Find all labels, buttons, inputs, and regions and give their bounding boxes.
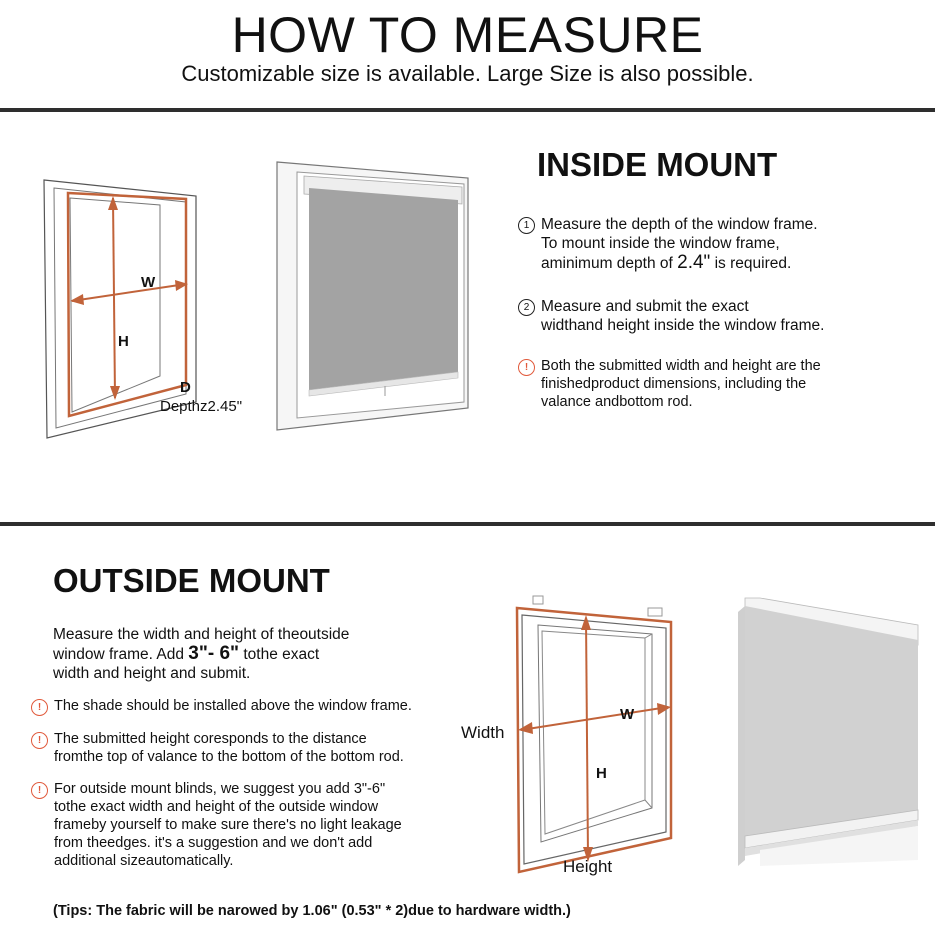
inside-h-label: H xyxy=(118,333,129,350)
inside-step-1-line-1: Measure the depth of the window frame. xyxy=(541,216,818,233)
outside-note-2-line-2: fromthe top of valance to the bottom of the bottom rod. xyxy=(54,749,404,765)
warning-circle-icon: ! xyxy=(31,782,48,799)
inside-d-label: D xyxy=(180,379,191,396)
outside-note-1-text: The shade should be installed above the window frame. xyxy=(54,698,412,714)
outside-note-3-line-1: For outside mount blinds, we suggest you add 3"-6" xyxy=(54,781,386,797)
inside-step-2-line-2: widthand height inside the window frame. xyxy=(541,317,825,334)
outside-note-2-line-1: The submitted height coresponds to the distance xyxy=(54,731,367,747)
inside-step-1-line-2: To mount inside the window frame, xyxy=(541,235,780,252)
warning-circle-icon: ! xyxy=(31,699,48,716)
numbered-circle-icon: 1 xyxy=(518,217,535,234)
inside-depth-label: Depthz2.45" xyxy=(160,398,243,415)
inside-note-line-1: Both the submitted width and height are the xyxy=(541,358,821,374)
outside-note-3-line-2: tothe exact width and height of the outside window xyxy=(54,799,379,815)
outside-h-label: H xyxy=(596,765,607,782)
outside-note-3-line-5: additional sizeautomatically. xyxy=(54,853,234,869)
numbered-circle-icon: 2 xyxy=(518,299,535,316)
warning-circle-icon: ! xyxy=(518,359,535,376)
add-range-value: 3"- 6" xyxy=(188,643,240,664)
inside-note-line-2: finishedproduct dimensions, including the xyxy=(541,376,807,392)
outside-note-3-line-3: frameby yourself to make sure there's no light leakage xyxy=(54,817,402,833)
footer-tip: (Tips: The fabric will be narowed by 1.06" (0.53" * 2)due to hardware width.) xyxy=(53,903,571,919)
inside-note-line-3: valance andbottom rod. xyxy=(541,394,693,410)
min-depth-value: 2.4" xyxy=(677,252,711,273)
outside-width-label: Width xyxy=(461,723,505,742)
outside-intro-line-1: Measure the width and height of theoutside xyxy=(53,626,350,643)
inside-w-label: W xyxy=(141,274,156,291)
page-subtitle: Customizable size is available. Large Size is also possible. xyxy=(181,61,754,86)
outside-w-label: W xyxy=(620,706,635,723)
outside-intro-line-2: window frame. Add 3"- 6" tothe exact xyxy=(53,643,320,664)
outside-note-3-line-4: from theedges. it's a suggestion and we don't add xyxy=(54,835,373,851)
inside-step-2-line-1: Measure and submit the exact xyxy=(541,298,749,315)
warning-circle-icon: ! xyxy=(31,732,48,749)
inside-mount-title: INSIDE MOUNT xyxy=(537,146,778,183)
outside-height-label: Height xyxy=(563,857,613,876)
page-title: HOW TO MEASURE xyxy=(231,7,704,63)
outside-intro-line-3: width and height and submit. xyxy=(53,665,251,682)
outside-mount-title: OUTSIDE MOUNT xyxy=(53,562,330,599)
inside-step-1-line-3: aminimum depth of 2.4" is required. xyxy=(541,252,792,273)
